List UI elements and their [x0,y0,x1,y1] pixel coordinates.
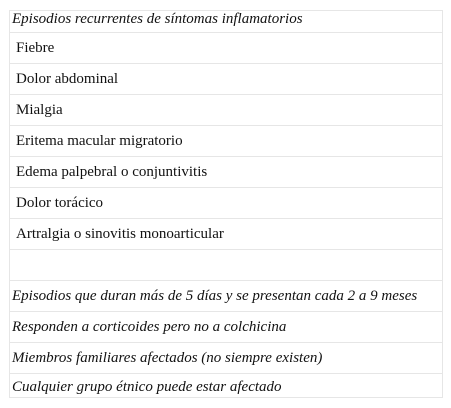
table-header: Episodios recurrentes de síntomas inflamatorios [10,11,442,33]
symptom-row: Dolor torácico [10,188,442,219]
symptom-row: Mialgia [10,95,442,126]
symptom-row: Fiebre [10,33,442,64]
feature-row: Responden a corticoides pero no a colchicina [10,312,442,343]
feature-row: Miembros familiares afectados (no siempre existen) [10,343,442,374]
symptom-row: Artralgia o sinovitis monoarticular [10,219,442,250]
symptom-row: Eritema macular migratorio [10,126,442,157]
empty-row [10,250,442,281]
feature-row: Episodios que duran más de 5 días y se presentan cada 2 a 9 meses [10,281,442,312]
criteria-table [9,10,443,398]
symptom-row: Edema palpebral o conjuntivitis [10,157,442,188]
feature-row: Cualquier grupo étnico puede estar afectado [10,374,442,398]
symptom-row: Dolor abdominal [10,64,442,95]
